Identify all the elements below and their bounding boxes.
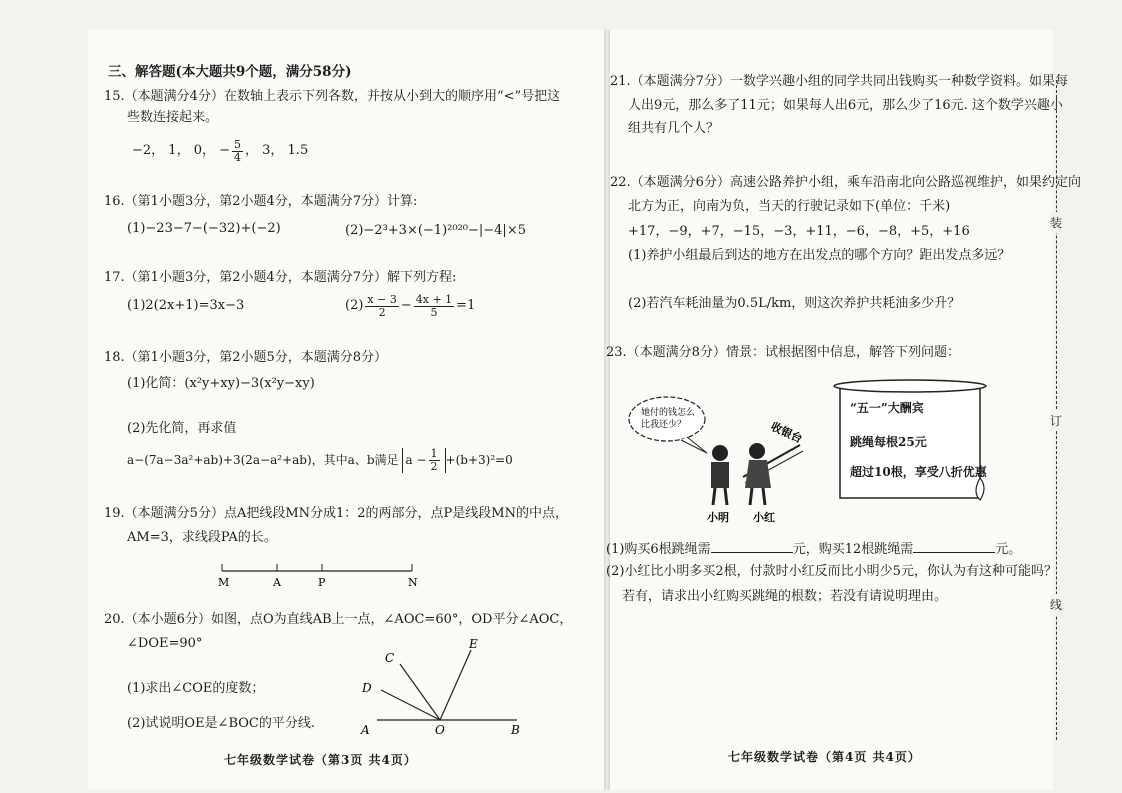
angle-figure xyxy=(355,636,535,741)
scroll-title: “五一”大酬宾 xyxy=(850,401,924,415)
q15-frac-num: 5 xyxy=(234,137,241,151)
q22-line1: 22.（本题满分6分）高速公路养护小组，乘车沿南北向公路巡视维护，如果约定向 xyxy=(610,175,1081,190)
label-b: B xyxy=(511,723,520,737)
q18-title: 18.（第1小题3分，第2小题5分，本题满分8分） xyxy=(104,350,388,365)
name-xiaohong: 小红 xyxy=(753,511,775,524)
q20-line2: ∠DOE=90° xyxy=(127,636,203,651)
section-title: 三、解答题(本大题共9个题，满分58分) xyxy=(108,64,352,80)
q17-part2-label: (2) xyxy=(345,298,364,313)
binding-char-zhuang: 装 xyxy=(1050,212,1062,233)
q21-line2: 人出9元，那么多了11元；如果每人出6元，那么少了16元. 这个数学兴趣小 xyxy=(628,98,1063,113)
shopping-scene-illustration xyxy=(625,385,825,525)
q23-title: 23.（本题满分8分）情景：试根据图中信息，解答下列问题： xyxy=(606,345,960,360)
q17-minus: − xyxy=(400,298,412,313)
ray-od xyxy=(381,690,440,720)
xiaoming-head xyxy=(712,445,728,461)
label-p: P xyxy=(318,576,326,589)
label-a-angle: A xyxy=(361,723,370,737)
q23-part1-c: 元。 xyxy=(995,542,1022,557)
q17-frac2-num: 4x + 1 xyxy=(415,292,453,306)
q18-abs-value xyxy=(402,448,446,473)
xiaohong-body xyxy=(745,460,771,488)
q18-abs-a: a − xyxy=(405,453,427,467)
q23-part2-line2: 若有，请求出小红购买跳绳的根数；若没有请说明理由。 xyxy=(622,589,948,604)
segment-mn-figure xyxy=(220,562,420,592)
right-page-footer: 七年级数学试卷（第4页 共4页） xyxy=(728,750,921,764)
q15-numbers-a: −2， 1， 0， − xyxy=(132,143,230,158)
q15-numbers xyxy=(132,136,308,166)
q16-part1: (1)−23−7−(−32)+(−2) xyxy=(127,221,281,236)
q18-expression xyxy=(127,444,513,476)
xiaohong-leg-l xyxy=(750,488,752,505)
q16-part2: (2)−2³+3×(−1)²⁰²⁰−|−4|×5 xyxy=(345,223,526,238)
q17-frac1-den: 2 xyxy=(378,305,386,319)
xiaohong-head xyxy=(749,443,765,459)
label-o: O xyxy=(435,723,445,737)
q22-record: +17，−9，+7，−15，−3，+11，−6，−8，+5，+16 xyxy=(628,224,970,239)
q18-half-den: 2 xyxy=(430,459,438,473)
q22-part2: (2)若汽车耗油量为0.5L/km，则这次养护共耗油多少升？ xyxy=(628,296,961,311)
q18-half xyxy=(429,448,440,473)
q23-part2-line1: (2)小红比小明多买2根，付款时小红反而比小明少5元，你认为有这种可能吗？ xyxy=(606,564,1057,579)
cashier-sign: 收银台 xyxy=(768,419,805,446)
q17-frac2-den: 5 xyxy=(430,305,438,319)
q17-fraction-1 xyxy=(365,294,398,319)
q19-line2: AM=3，求线段PA的长。 xyxy=(127,530,277,545)
q18-expr-main: a−(7a−3a²+ab)+3(2a−a²+ab)，其中a、b满足 xyxy=(127,453,399,467)
q22-part1: (1)养护小组最后到达的地方在出发点的哪个方向？距出发点多远？ xyxy=(628,248,1011,263)
q21-line1: 21.（本题满分7分）一数学兴趣小组的同学共同出钱购买一种数学资料。如果每 xyxy=(610,74,1068,89)
q21-line3: 组共有几个人？ xyxy=(628,121,720,136)
q20-part2: (2)试说明OE是∠BOC的平分线. xyxy=(127,716,315,731)
q17-fraction-2 xyxy=(414,294,454,319)
scroll-price: 跳绳每根25元 xyxy=(850,435,927,449)
label-d: D xyxy=(362,681,372,695)
bubble-text-1: 她付的钱怎么 xyxy=(641,408,696,418)
page-fold xyxy=(604,30,610,790)
q16-title: 16.（第1小题3分，第2小题4分，本题满分7分）计算: xyxy=(104,194,418,209)
q17-title: 17.（第1小题3分，第2小题4分，本题满分7分）解下列方程: xyxy=(104,270,457,285)
xiaohong-leg-r xyxy=(763,488,765,505)
q18-expr-tail: +(b+3)²=0 xyxy=(445,453,513,467)
q18-part2: (2)先化简，再求值 xyxy=(127,421,237,436)
label-a: A xyxy=(273,576,281,589)
answer-blank-6[interactable] xyxy=(711,540,793,553)
q15-frac-den: 4 xyxy=(234,150,241,164)
xiaoming-leg-l xyxy=(713,488,715,505)
q23-part1-b: 元，购买12根跳绳需 xyxy=(792,542,914,557)
label-n: N xyxy=(408,576,418,589)
q20-part1: (1)求出∠COE的度数； xyxy=(127,681,265,696)
q17-part1: (1)2(2x+1)=3x−3 xyxy=(127,298,245,313)
q23-part1-a: (1)购买6根跳绳需 xyxy=(606,542,711,557)
q19-line1: 19.（本题满分5分）点A把线段MN分成1：2的两部分，点P是线段MN的中点， xyxy=(104,506,568,521)
label-c: C xyxy=(385,651,395,665)
ray-oc xyxy=(400,664,440,720)
scroll-offer: 超过10根，享受八折优惠 xyxy=(850,465,987,479)
ray-oe xyxy=(440,650,471,720)
binding-char-ding: 订 xyxy=(1050,410,1062,431)
promo-scroll xyxy=(830,378,988,506)
q18-part1: (1)化简：(x²y+xy)−3(x²y−xy) xyxy=(127,376,315,391)
bubble-text-2: 比我还少？ xyxy=(641,420,687,430)
label-e: E xyxy=(469,637,478,651)
q17-frac1-num: x − 3 xyxy=(367,292,397,306)
label-m: M xyxy=(218,576,230,589)
scroll-top-roll xyxy=(834,380,986,392)
bubble-tail xyxy=(681,437,707,453)
q15-fraction xyxy=(232,139,243,164)
binding-char-xian: 线 xyxy=(1050,594,1062,615)
q22-line2: 北方为正，向南为负，当天的行驶记录如下(单位：千米) xyxy=(628,199,951,214)
xiaoming-leg-r xyxy=(725,488,727,505)
left-page-footer: 七年级数学试卷（第3页 共4页） xyxy=(224,753,417,767)
q15-numbers-b: ， 3， 1.5 xyxy=(245,143,309,158)
q18-half-num: 1 xyxy=(430,446,438,460)
name-xiaoming: 小明 xyxy=(707,511,729,524)
q15-line1: 15.（本题满分4分）在数轴上表示下列各数，并按从小到大的顺序用“<”号把这 xyxy=(104,89,561,104)
q23-part1 xyxy=(606,540,1021,558)
q20-line1: 20.（本小题6分）如图，点O为直线AB上一点，∠AOC=60°，OD平分∠AOC， xyxy=(104,612,573,627)
q17-equals: =1 xyxy=(456,298,476,313)
speech-bubble xyxy=(629,397,705,441)
q15-line2: 些数连接起来。 xyxy=(127,110,219,125)
q17-part2 xyxy=(345,290,475,322)
answer-blank-12[interactable] xyxy=(913,540,995,553)
xiaoming-body xyxy=(711,462,729,488)
